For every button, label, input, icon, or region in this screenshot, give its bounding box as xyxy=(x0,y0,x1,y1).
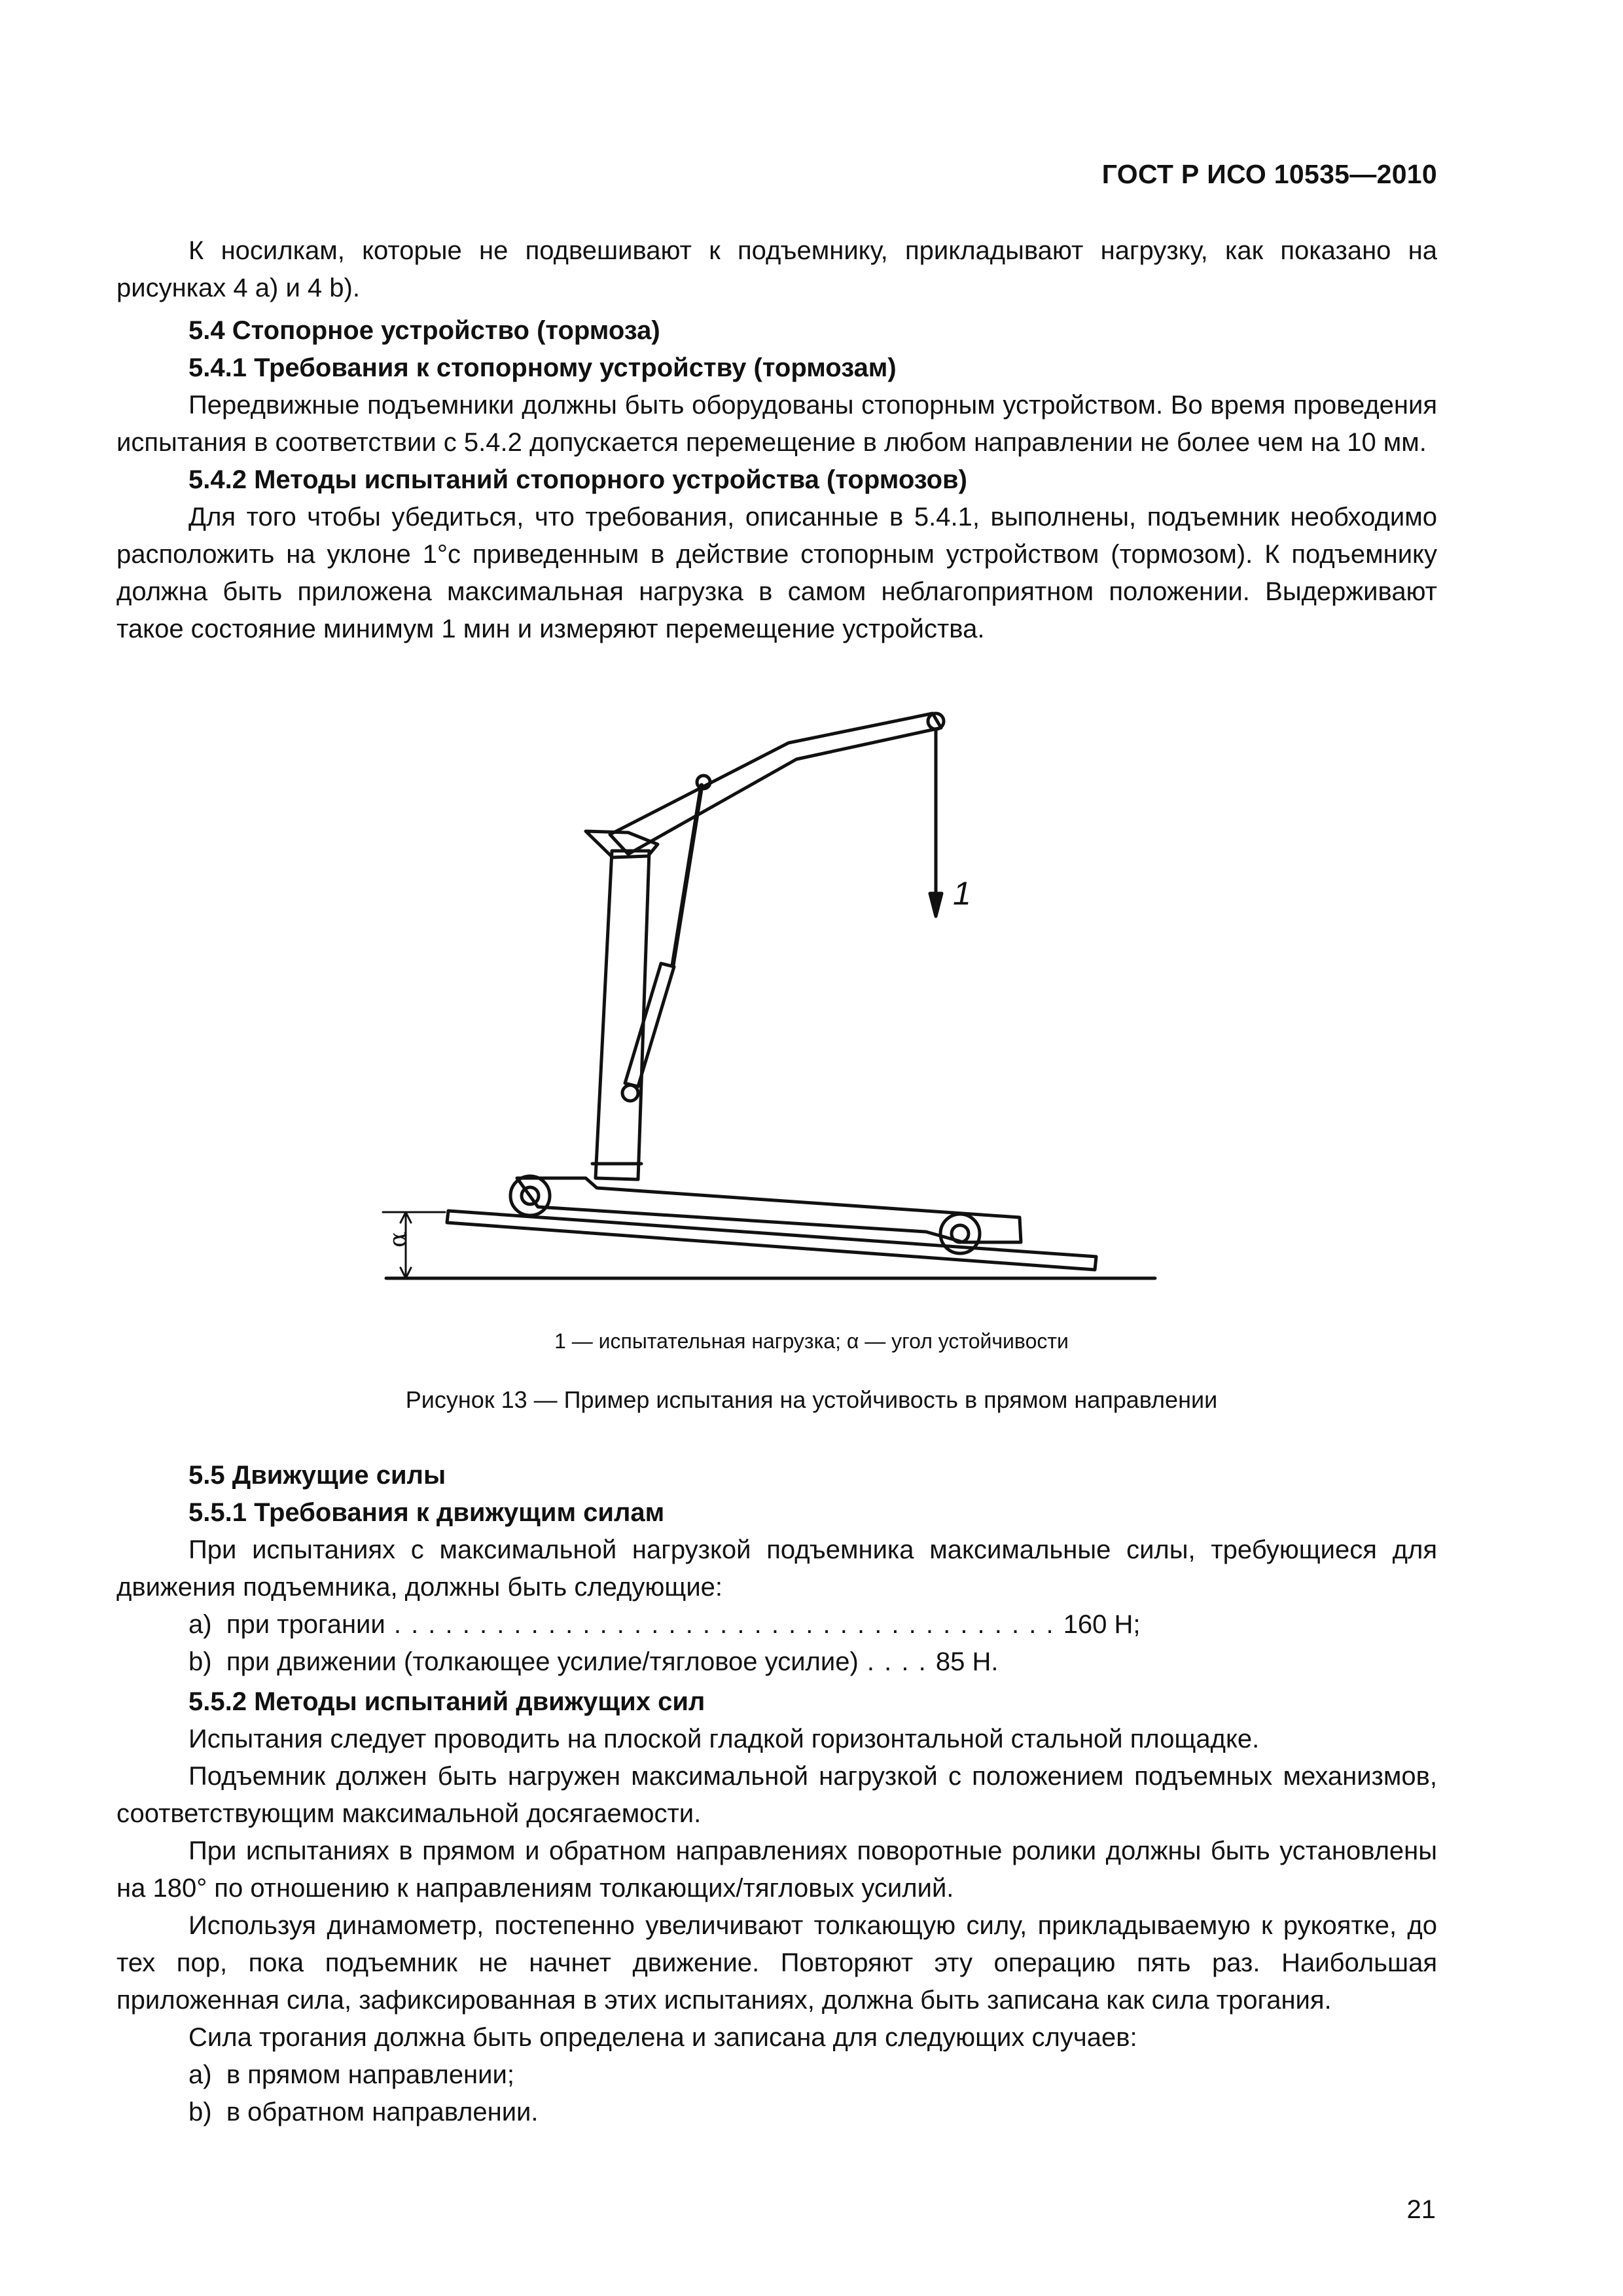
section-5-5-heading: 5.5 Движущие силы xyxy=(188,1461,446,1490)
cylinder-outer xyxy=(625,963,674,1086)
cylinder-lower-pin xyxy=(622,1085,638,1101)
case-item-a-text: в прямом направлении; xyxy=(226,2060,514,2089)
lower-text-block xyxy=(116,1457,1437,2131)
ramp-plate xyxy=(447,1211,1096,1270)
force-item-b-value: 85 Н. xyxy=(935,1647,999,1676)
force-item-a-marker: a) xyxy=(188,1610,212,1639)
section-5-5-1-paragraph: При испытаниях с максимальной нагрузкой подъемника максимальные силы, требующиеся для движения подъемника, должны быть следующие: xyxy=(116,1535,1437,1602)
force-item-a-dots: . . . . . . . . . . . . . . . . . . . . . . . . . . . . . . . . . . . . . . . xyxy=(385,1610,1063,1639)
section-5-5-2-paragraph-3: При испытаниях в прямом и обратном направлениях поворотные ролики должны быть установлены на 180° по отношению к направлениям толкающих/тягловых усилий. xyxy=(116,1837,1437,1903)
force-item-b-dots: . . . . xyxy=(858,1647,936,1676)
force-item-b xyxy=(116,1643,1437,1681)
section-5-4-2-heading: 5.4.2 Методы испытаний стопорного устройства (тормозов) xyxy=(188,465,967,494)
figure-caption: Рисунок 13 — Пример испытания на устойчивость в прямом направлении xyxy=(405,1386,1218,1413)
force-item-a-value: 160 Н; xyxy=(1063,1610,1141,1639)
cylinder-rod xyxy=(673,785,702,965)
upper-text-block xyxy=(116,232,1437,648)
intro-paragraph: К носилкам, которые не подвешивают к подъемнику, прикладывают нагрузку, как показано на рисунках 4 а) и 4 b). xyxy=(116,236,1437,302)
section-5-4-1-paragraph: Передвижные подъемники должны быть оборудованы стопорным устройством. Во время проведения испытания в соответствии с 5.4.2 допускается перемещение в любом направлении не более чем на 10 мм. xyxy=(116,391,1437,457)
force-item-b-text: при движении (толкающее усилие/тягловое усилие) xyxy=(226,1647,859,1676)
lifter-boom xyxy=(610,713,941,854)
figure-legend: 1 — испытательная нагрузка; α — угол устойчивости xyxy=(554,1329,1069,1353)
document-code-header: ГОСТ Р ИСО 10535—2010 xyxy=(1101,159,1437,189)
case-item-a-marker: a) xyxy=(188,2060,212,2089)
case-item-b xyxy=(116,2094,1437,2131)
section-5-5-1-heading: 5.5.1 Требования к движущим силам xyxy=(188,1498,665,1527)
section-5-5-2-heading: 5.5.2 Методы испытаний движущих сил xyxy=(188,1687,705,1716)
load-label: 1 xyxy=(953,875,971,912)
section-5-5-2-paragraph-4: Используя динамометр, постепенно увеличивают толкающую силу, прикладываемую к рукоятке, до тех пор, пока подъемник не начнет движение. Повторяют эту операцию пять раз. Наибольшая приложенная сила, зафиксированная в этих испытаниях, должна быть записана как сила трогания. xyxy=(116,1911,1437,2015)
force-item-b-marker: b) xyxy=(188,1647,212,1676)
angle-label: α xyxy=(385,1231,412,1247)
section-5-4-2-paragraph: Для того чтобы убедиться, что требования, описанные в 5.4.1, выполнены, подъемник необходимо расположить на уклоне 1°с приведенным в действие стопорным устройством (тормозом). К подъемнику должна быть приложена максимальная нагрузка в самом неблагоприятном положении. Выдерживают такое состояние минимум 1 мин и измеряют перемещение устройства. xyxy=(116,503,1437,643)
lifter-mast xyxy=(596,851,649,1179)
load-arrowhead xyxy=(930,893,942,916)
section-5-5-2-paragraph-1: Испытания следует проводить на плоской гладкой горизонтальной стальной площадке. xyxy=(188,1725,1260,1753)
section-5-5-2-paragraph-2: Подъемник должен быть нагружен максимальной нагрузкой с положением подъемных механизмов, соответствующим максимальной досягаемости. xyxy=(116,1762,1437,1828)
page-number: 21 xyxy=(1406,2195,1436,2224)
case-item-b-marker: b) xyxy=(188,2098,212,2126)
force-item-a xyxy=(116,1606,1437,1643)
section-5-5-2-paragraph-5: Сила трогания должна быть определена и записана для следующих случаев: xyxy=(188,2023,1137,2052)
lifter-stability-figure xyxy=(366,694,1185,1296)
section-5-4-1-heading: 5.4.1 Требования к стопорному устройству (тормозам) xyxy=(188,353,897,382)
case-item-a xyxy=(116,2056,1437,2094)
case-item-b-text: в обратном направлении. xyxy=(226,2098,539,2126)
force-item-a-text: при трогании xyxy=(226,1610,385,1639)
section-5-4-heading: 5.4 Стопорное устройство (тормоза) xyxy=(188,316,660,345)
